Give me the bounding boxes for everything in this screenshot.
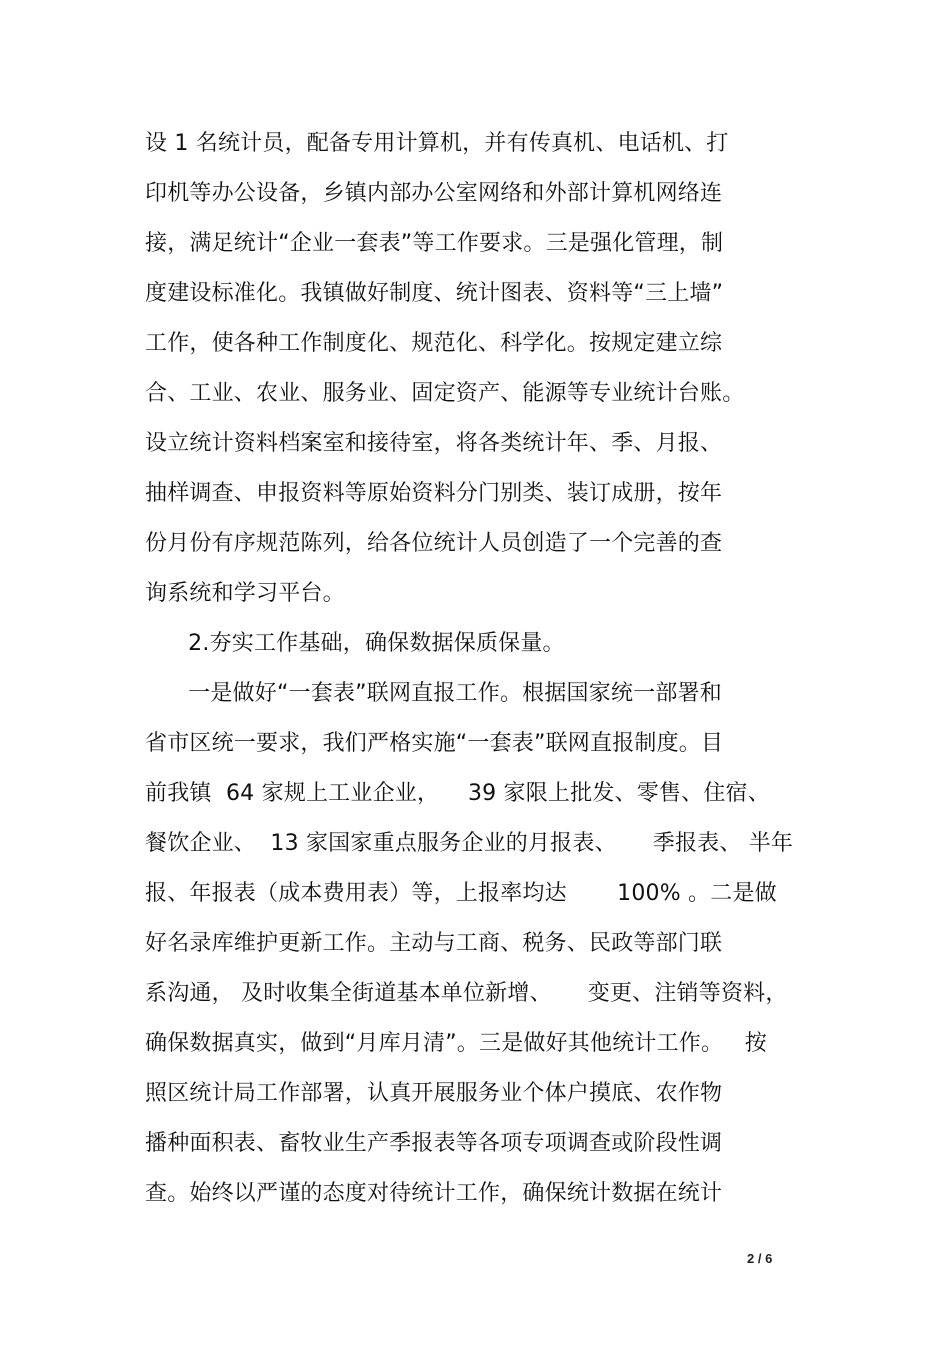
text-line: 接，满足统计“企业一套表”等工作要求。三是强化管理，制 (145, 231, 724, 256)
text-line: 询系统和学习平台。 (145, 581, 345, 606)
text-line: 好名录库维护更新工作。主动与工商、税务、民政等部门联 (145, 931, 723, 956)
text-line: 份月份有序规范陈列，给各位统计人员创造了一个完善的查 (145, 531, 723, 556)
text-line: 工作，使各种工作制度化、规范化、科学化。按规定建立综 (145, 331, 723, 356)
text-line: 系沟通， 及时收集全街道基本单位新增、 变更、注销等资料， (145, 981, 788, 1006)
text-line: 省市区统一要求，我们严格实施“一套表”联网直报制度。目 (145, 731, 724, 756)
text-line: 抽样调查、申报资料等原始资料分门别类、装订成册，按年 (145, 481, 723, 506)
page-number: 2 / 6 (747, 1251, 773, 1266)
text-line: 度建设标准化。我镇做好制度、统计图表、资料等“三上墙” (145, 281, 724, 306)
text-line: 设立统计资料档案室和接待室，将各类统计年、季、月报、 (145, 431, 723, 456)
text-line: 一是做好“一套表”联网直报工作。根据国家统一部署和 (145, 681, 722, 706)
text-line: 查。始终以严谨的态度对待统计工作，确保统计数据在统计 (145, 1181, 723, 1206)
text-line: 照区统计局工作部署，认真开展服务业个体户摸底、农作物 (145, 1081, 723, 1106)
text-line: 合、工业、农业、服务业、固定资产、能源等专业统计台账。 (145, 381, 745, 406)
text-line: 设 1 名统计员，配备专用计算机，并有传真机、电话机、打 (145, 131, 729, 156)
text-line: 报、年报表（成本费用表）等，上报率均达 100% 。二是做 (145, 881, 777, 906)
text-line: 确保数据真实，做到“月库月清”。三是做好其他统计工作。 按 (145, 1031, 767, 1056)
text-line: 印机等办公设备，乡镇内部办公室网络和外部计算机网络连 (145, 181, 723, 206)
text-line: 餐饮企业、 13 家国家重点服务企业的月报表、 季报表、 半年 (145, 831, 794, 856)
text-line: 前我镇 64 家规上工业企业， 39 家限上批发、零售、住宿、 (145, 781, 770, 806)
text-line: 播种面积表、畜牧业生产季报表等各项专项调查或阶段性调 (145, 1131, 723, 1156)
section-heading: 2.夯实工作基础，确保数据保质保量。 (145, 631, 565, 656)
